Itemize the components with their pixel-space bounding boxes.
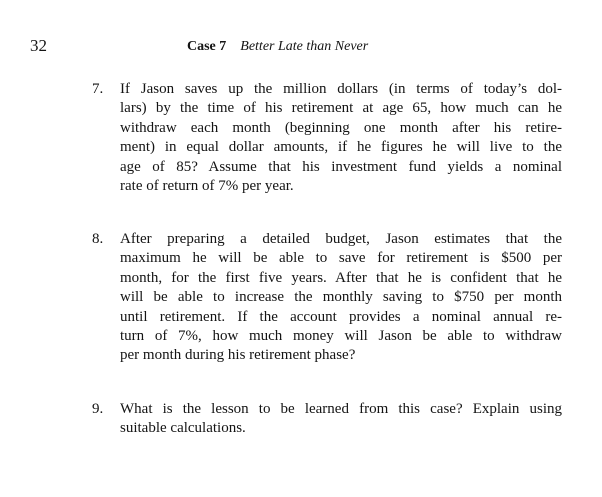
question-line: lars) by the time of his retirement at age 65, how much can he — [120, 100, 562, 117]
question-line: ment) in equal dollar amounts, if he figures he will live to the — [120, 139, 562, 156]
question-line: What is the lesson to be learned from this case? Explain using — [120, 401, 562, 417]
question-line: If Jason saves up the million dollars (in terms of today’s dol- — [120, 81, 562, 97]
question-number: 8. — [92, 231, 104, 247]
case-label: Case 7 — [187, 39, 227, 54]
page-number: 32 — [30, 36, 47, 55]
question-line: month, for the first five years. After that he is confident that he — [120, 269, 562, 286]
question-line: per month during his retirement phase? — [120, 347, 356, 364]
question-text — [120, 400, 562, 439]
question-number: 7. — [92, 81, 104, 97]
question-text — [120, 230, 562, 366]
running-header — [187, 38, 368, 56]
question-number: 9. — [92, 401, 104, 417]
question-line: will be able to increase the monthly saving to $750 per month — [120, 289, 562, 306]
question-line: age of 85? Assume that his investment fund yields a nominal — [120, 158, 562, 175]
case-title: Better Late than Never — [240, 39, 369, 54]
question-line: withdraw each month (beginning one month after his retire- — [120, 119, 562, 136]
question-line: suitable calculations. — [120, 420, 246, 437]
question-line: maximum he will be able to save for retirement is $500 per — [120, 250, 562, 267]
question-line: After preparing a detailed budget, Jason estimates that the — [120, 231, 562, 247]
question-line: turn of 7%, how much money will Jason be able to withdraw — [120, 328, 562, 345]
question-text — [120, 80, 562, 196]
question-line: rate of return of 7% per year. — [120, 178, 294, 195]
question-line: until retirement. If the account provides a nominal annual re- — [120, 308, 562, 325]
